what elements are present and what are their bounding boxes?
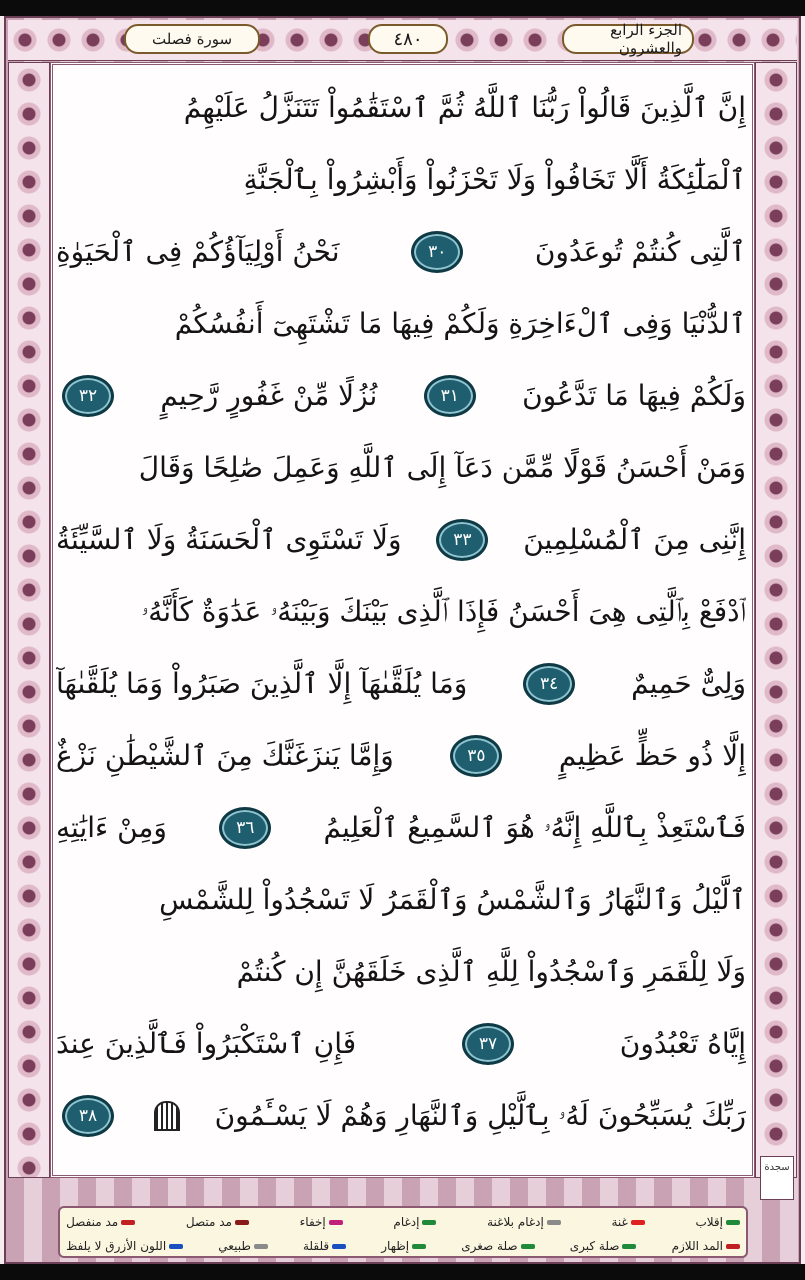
legend-item [393, 1215, 436, 1229]
legend-item [218, 1239, 268, 1253]
ayah-number-marker: ٣٢ [62, 375, 114, 417]
legend-item [487, 1215, 561, 1229]
legend-label: مد متصل [185, 1215, 232, 1229]
verse-text: وَلِىٌّ حَمِيمٌ [631, 667, 746, 700]
verse-text: ٱلَّيْلُ وَٱلنَّهَارُ وَٱلشَّمْسُ وَٱلْقَمَرُ لَا تَسْجُدُواْ لِلشَّمْسِ [159, 883, 746, 916]
verse-text: نَحْنُ أَوْلِيَآؤُكُمْ فِى ٱلْحَيَوٰةِ [56, 235, 340, 268]
legend-swatch [329, 1220, 343, 1225]
sajda-side-marker: سجدة [760, 1156, 794, 1200]
legend-row-2 [66, 1234, 740, 1258]
text-line [56, 866, 746, 934]
legend-item [381, 1239, 426, 1253]
verse-text: رَبِّكَ يُسَبِّحُونَ لَهُۥ بِٱلَّيْلِ وَٱلنَّهَارِ وَهُمْ لَا يَسْـَٔمُونَ [214, 1099, 746, 1132]
text-line [56, 1082, 746, 1150]
legend-label: غنة [611, 1215, 628, 1229]
verse-text: وَلَا تَسْتَوِى ٱلْحَسَنَةُ وَلَا ٱلسَّيِّئَةُ [56, 523, 402, 556]
legend-item [303, 1239, 346, 1253]
verse-text: وَمَا يُلَقَّىٰهَآ إِلَّا ٱلَّذِينَ صَبَرُواْ وَمَا يُلَقَّىٰهَآ [56, 667, 468, 700]
ayah-number-marker: ٣٠ [411, 231, 463, 273]
legend-label: إخفاء [299, 1215, 326, 1229]
legend-label: قلقلة [302, 1239, 330, 1253]
text-line [56, 506, 746, 574]
verse-text: إِنَّنِى مِنَ ٱلْمُسْلِمِينَ [523, 523, 746, 556]
legend-item [672, 1239, 740, 1253]
text-line [56, 938, 746, 1006]
legend-swatch [726, 1244, 740, 1249]
legend-row-1 [66, 1210, 740, 1234]
legend-label: اللون الأزرق لا يلفظ [66, 1239, 167, 1253]
ayah-number-marker: ٣٨ [62, 1095, 114, 1137]
verse-text: إِيَّاهُ تَعْبُدُونَ [619, 1027, 746, 1060]
text-line [56, 74, 746, 142]
text-line [56, 794, 746, 862]
verse-text: إِلَّا ذُو حَظٍّ عَظِيمٍ [558, 739, 746, 772]
verse-text: وَمَنْ أَحْسَنُ قَوْلًا مِّمَّن دَعَآ إِلَى ٱللَّهِ وَعَمِلَ صَٰلِحًا وَقَالَ [138, 451, 746, 484]
legend-swatch [412, 1244, 426, 1249]
legend-label: مد منفصل [66, 1215, 119, 1229]
ayah-number-marker: ٣٣ [436, 519, 488, 561]
legend-label: طبيعي [218, 1239, 251, 1253]
text-line [56, 290, 746, 358]
legend-label: صلة كبرى [569, 1239, 620, 1253]
text-line [56, 1010, 746, 1078]
legend-label: المد اللازم [671, 1239, 723, 1253]
ayah-number-marker: ٣٥ [450, 735, 502, 777]
verse-text: ٱلْمَلَٰٓئِكَةُ أَلَّا تَخَافُواْ وَلَا تَحْزَنُواْ وَأَبْشِرُواْ بِٱلْجَنَّةِ [243, 163, 746, 196]
legend-swatch [726, 1220, 740, 1225]
tajweed-legend [58, 1206, 748, 1258]
legend-item [186, 1215, 249, 1229]
legend-item [570, 1239, 637, 1253]
text-line [56, 218, 746, 286]
ayah-number-marker: ٣٤ [523, 663, 575, 705]
ayah-number-marker: ٣٧ [462, 1023, 514, 1065]
mushaf-page [0, 16, 805, 1264]
text-line [56, 146, 746, 214]
verse-text: فَٱسْتَعِذْ بِٱللَّهِ إِنَّهُۥ هُوَ ٱلسَّمِيعُ ٱلْعَلِيمُ [323, 811, 746, 844]
legend-swatch [235, 1220, 249, 1225]
legend-label: إدغام بلاغنة [487, 1215, 544, 1229]
legend-swatch [169, 1244, 183, 1249]
legend-swatch [521, 1244, 535, 1249]
legend-swatch [254, 1244, 268, 1249]
ayah-number-marker: ٣٦ [219, 807, 271, 849]
ayah-number-marker: ٣١ [424, 375, 476, 417]
legend-item [611, 1215, 644, 1229]
verse-text: وَلَا لِلْقَمَرِ وَٱسْجُدُواْ لِلَّهِ ٱلَّذِى خَلَقَهُنَّ إِن كُنتُمْ [236, 955, 746, 988]
quran-text [56, 74, 746, 1174]
verse-text: إِنَّ ٱلَّذِينَ قَالُواْ رَبُّنَا ٱللَّهُ ثُمَّ ٱسْتَقَٰمُواْ تَتَنَزَّلُ عَلَيْهِمُ [183, 91, 746, 124]
verse-text: ٱدْفَعْ بِٱلَّتِى هِىَ أَحْسَنُ فَإِذَا ٱلَّذِى بَيْنَكَ وَبَيْنَهُۥ عَدَٰوَةٌ كَأَنَّهُۥ [141, 595, 746, 628]
legend-swatch [422, 1220, 436, 1225]
legend-item [300, 1215, 343, 1229]
left-ornament [8, 62, 50, 1178]
verse-text: فَإِنِ ٱسْتَكْبَرُواْ فَٱلَّذِينَ عِندَ [56, 1027, 357, 1060]
legend-item [461, 1239, 534, 1253]
legend-swatch [332, 1244, 346, 1249]
verse-text: وَلَكُمْ فِيهَا مَا تَدَّعُونَ [522, 379, 746, 412]
sajda-icon [154, 1101, 180, 1131]
text-line [56, 578, 746, 646]
verse-text: وَإِمَّا يَنزَغَنَّكَ مِنَ ٱلشَّيْطَٰنِ نَزْغٌ [56, 739, 394, 772]
verse-text: ٱلدُّنْيَا وَفِى ٱلْءَاخِرَةِ وَلَكُمْ فِيهَا مَا تَشْتَهِىٓ أَنفُسُكُمْ [174, 307, 746, 340]
legend-swatch [121, 1220, 135, 1225]
page-number: ٤٨٠ [368, 24, 448, 54]
legend-item [66, 1239, 183, 1253]
juz-label: الجزء الرابع والعشرون [562, 24, 694, 54]
text-line [56, 722, 746, 790]
legend-label: إقلاب [695, 1215, 723, 1229]
legend-label: إدغام [393, 1215, 420, 1229]
right-ornament [755, 62, 797, 1178]
legend-item [66, 1215, 135, 1229]
legend-label: صلة صغرى [461, 1239, 518, 1253]
legend-swatch [547, 1220, 561, 1225]
text-line [56, 434, 746, 502]
verse-text: نُزُلًا مِّنْ غَفُورٍ رَّحِيمٍ [160, 379, 378, 412]
surah-name: سورة فصلت [124, 24, 260, 54]
legend-label: إظهار [381, 1239, 410, 1253]
legend-swatch [631, 1220, 645, 1225]
text-line [56, 362, 746, 430]
legend-swatch [622, 1244, 636, 1249]
verse-text: ٱلَّتِى كُنتُمْ تُوعَدُونَ [534, 235, 746, 268]
verse-text: وَمِنْ ءَايَٰتِهِ [56, 811, 167, 844]
legend-item [695, 1215, 740, 1229]
text-line [56, 650, 746, 718]
